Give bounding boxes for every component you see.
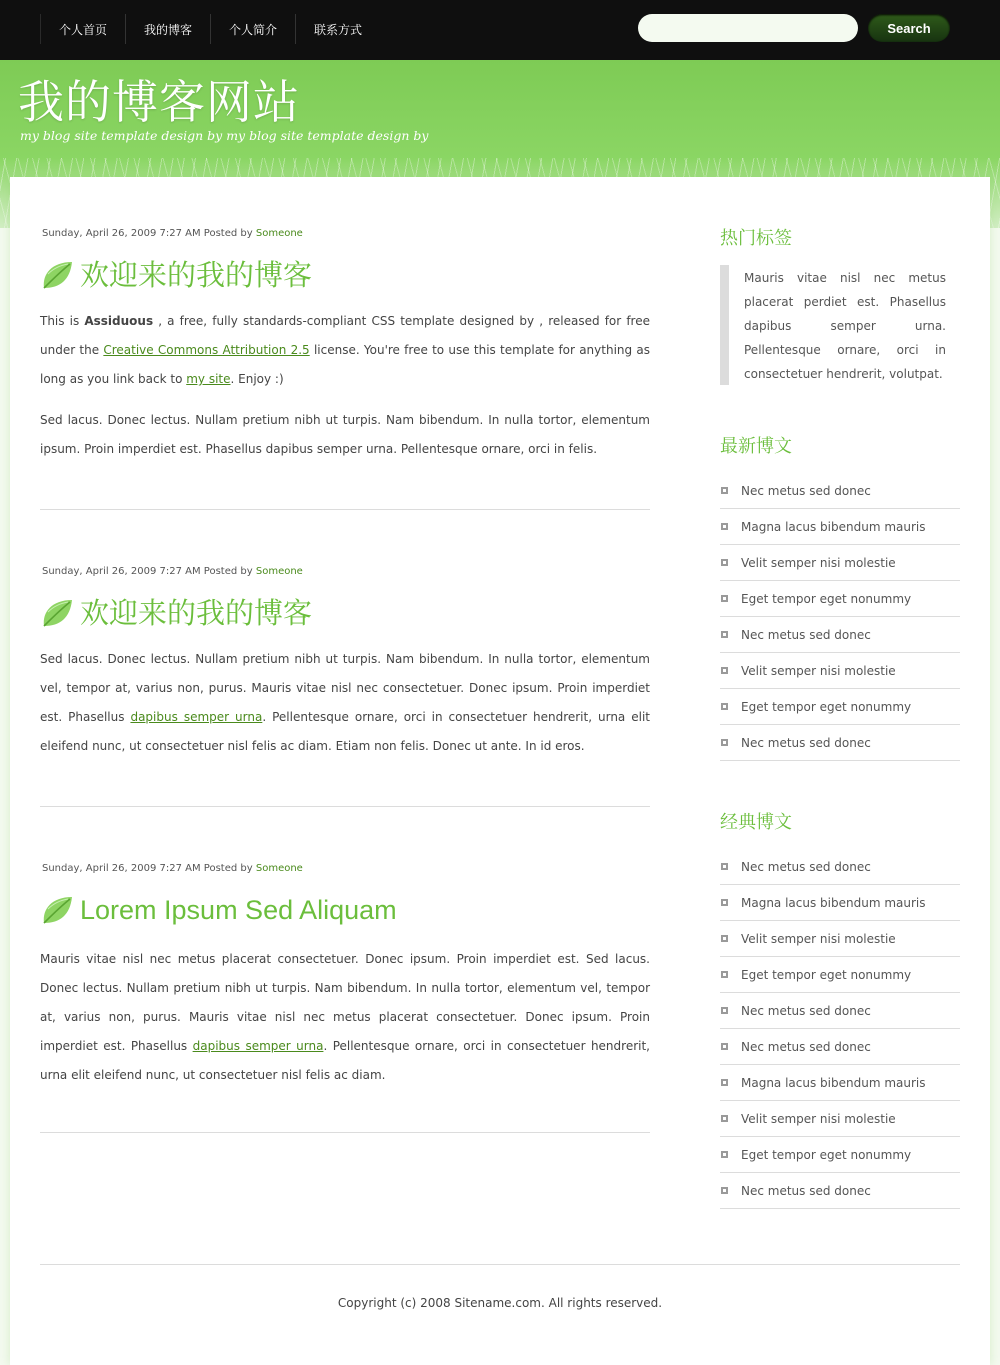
sidebar-list-item[interactable] bbox=[720, 957, 960, 993]
sidebar-list-item-label: Nec metus sed donec bbox=[741, 1183, 871, 1198]
classic-posts-list bbox=[720, 849, 960, 1209]
post-title-text: Lorem Ipsum Sed Aliquam bbox=[80, 895, 397, 925]
sidebar-list-item[interactable] bbox=[720, 849, 960, 885]
square-bullet-icon bbox=[721, 523, 728, 530]
dapibus-link[interactable]: dapibus semper urna bbox=[192, 1039, 324, 1053]
sidebar-list-item-label: Nec metus sed donec bbox=[741, 1003, 871, 1018]
sidebar-list-item-label: Magna lacus bibendum mauris bbox=[741, 1075, 926, 1090]
square-bullet-icon bbox=[721, 863, 728, 870]
sidebar-list-item-label: Velit semper nisi molestie bbox=[741, 1111, 896, 1126]
sidebar-list-item-label: Magna lacus bibendum mauris bbox=[741, 519, 926, 534]
sidebar-list-item[interactable] bbox=[720, 885, 960, 921]
sidebar-list-item[interactable] bbox=[720, 1065, 960, 1101]
square-bullet-icon bbox=[721, 1079, 728, 1086]
post-meta bbox=[42, 863, 650, 874]
classic-posts-title: 经典博文 bbox=[720, 812, 792, 833]
sidebar-list-item[interactable] bbox=[720, 1101, 960, 1137]
post-author-link[interactable]: Someone bbox=[255, 228, 303, 239]
blog-post bbox=[40, 863, 650, 1102]
post-date: Sunday, April 26, 2009 7:27 AM Posted by bbox=[42, 863, 253, 874]
leaf-icon bbox=[40, 596, 74, 630]
top-bar bbox=[0, 0, 1000, 60]
search-input[interactable] bbox=[638, 14, 858, 42]
blog-post bbox=[40, 228, 650, 476]
hot-tags-title: 热门标签 bbox=[720, 228, 792, 249]
sidebar-list-item-label: Velit semper nisi molestie bbox=[741, 931, 896, 946]
post-title[interactable] bbox=[40, 257, 650, 293]
text-run: This is bbox=[40, 314, 85, 328]
sidebar-list-item[interactable] bbox=[720, 689, 960, 725]
square-bullet-icon bbox=[721, 1151, 728, 1158]
square-bullet-icon bbox=[721, 739, 728, 746]
post-paragraph: Sed lacus. Donec lectus. Nullam pretium nibh ut turpis. Nam bibendum. In nulla tortor, elementum ipsum. Proin imperdiet est. Phasellus dapibus semper urna. Pellentesque ornare, orci in felis. bbox=[40, 413, 650, 456]
post-body bbox=[40, 307, 650, 464]
square-bullet-icon bbox=[721, 971, 728, 978]
latest-posts-title: 最新博文 bbox=[720, 436, 792, 457]
text-run: . Pellentesque ornare, orci in consectetuer hendrerit, urna elit eleifend nunc, ut consectetuer nisl felis ac diam. bbox=[40, 1039, 650, 1082]
square-bullet-icon bbox=[721, 899, 728, 906]
sidebar-list-item-label: Nec metus sed donec bbox=[741, 483, 871, 498]
post-paragraph bbox=[40, 307, 650, 394]
sidebar-list-item-label: Nec metus sed donec bbox=[741, 735, 871, 750]
text-run: Mauris vitae nisl nec metus placerat consectetuer. Donec ipsum. Proin imperdiet est. Sed lacus. Donec lectus. Nullam pretium nibh ut turpis. Nam bibendum. In nulla tortor, elementum vel, tempor at, varius non, purus. Mauris vitae nisl nec metus placerat consectetuer. Donec ipsum. Proin imperdiet est. Phasellus bbox=[40, 952, 650, 1053]
post-meta bbox=[42, 228, 650, 239]
sidebar-list-item-label: Eget tempor eget nonummy bbox=[741, 967, 912, 982]
my-site-link[interactable]: my site bbox=[186, 372, 231, 386]
sidebar-list-item-label: Velit semper nisi molestie bbox=[741, 555, 896, 570]
sidebar-list-item[interactable] bbox=[720, 509, 960, 545]
square-bullet-icon bbox=[721, 1007, 728, 1014]
post-paragraph bbox=[40, 945, 650, 1090]
copyright-text: Copyright (c) 2008 Sitename.com. All rights reserved. bbox=[337, 1296, 663, 1310]
sidebar-list-item-label: Eget tempor eget nonummy bbox=[741, 699, 912, 714]
sidebar-list-item[interactable] bbox=[720, 1029, 960, 1065]
nav-item-about[interactable]: 个人简介 bbox=[210, 14, 295, 44]
square-bullet-icon bbox=[721, 487, 728, 494]
square-bullet-icon bbox=[721, 631, 728, 638]
square-bullet-icon bbox=[721, 559, 728, 566]
text-run: Sed lacus. Donec lectus. Nullam pretium nibh ut turpis. Nam bibendum. In nulla tortor, elementum vel, tempor at, varius non, purus. Mauris vitae nisl nec consectetuer. Donec ipsum. Proin imperdiet est. Phasellus bbox=[40, 652, 650, 724]
post-title[interactable] bbox=[40, 595, 650, 631]
square-bullet-icon bbox=[721, 1115, 728, 1122]
post-meta bbox=[42, 566, 650, 577]
latest-posts-list bbox=[720, 473, 960, 761]
sidebar-list-item[interactable] bbox=[720, 725, 960, 761]
sidebar-list-item[interactable] bbox=[720, 921, 960, 957]
post-author-link[interactable]: Someone bbox=[255, 863, 303, 874]
site-title: 我的博客网站 bbox=[18, 75, 300, 129]
sidebar-list-item[interactable] bbox=[720, 1173, 960, 1209]
leaf-icon bbox=[40, 258, 74, 292]
search-button[interactable]: Search bbox=[868, 14, 950, 42]
main-nav bbox=[40, 14, 380, 44]
post-divider bbox=[40, 1132, 650, 1133]
post-title-text: 欢迎来的我的博客 bbox=[80, 596, 313, 630]
post-date: Sunday, April 26, 2009 7:27 AM Posted by bbox=[42, 566, 253, 577]
text-run: . Enjoy :) bbox=[230, 372, 284, 386]
post-title[interactable] bbox=[40, 892, 650, 928]
sidebar-list-item[interactable] bbox=[720, 617, 960, 653]
text-run: , a free, fully standards-compliant CSS template designed by , released for free under the bbox=[40, 314, 650, 357]
nav-item-blog[interactable]: 我的博客 bbox=[125, 14, 210, 44]
sidebar-list-item-label: Nec metus sed donec bbox=[741, 1039, 871, 1054]
sidebar-list-item-label: Magna lacus bibendum mauris bbox=[741, 895, 926, 910]
leaf-icon bbox=[40, 893, 74, 927]
sidebar-list-item[interactable] bbox=[720, 993, 960, 1029]
footer-divider bbox=[40, 1264, 960, 1265]
square-bullet-icon bbox=[721, 667, 728, 674]
square-bullet-icon bbox=[721, 1187, 728, 1194]
sidebar-list-item-label: Eget tempor eget nonummy bbox=[741, 591, 912, 606]
post-date: Sunday, April 26, 2009 7:27 AM Posted by bbox=[42, 228, 253, 239]
sidebar-list-item[interactable] bbox=[720, 581, 960, 617]
post-divider bbox=[40, 509, 650, 510]
nav-item-home[interactable]: 个人首页 bbox=[40, 14, 125, 44]
sidebar-list-item-label: Nec metus sed donec bbox=[741, 627, 871, 642]
sidebar-list-item-label: Velit semper nisi molestie bbox=[741, 663, 896, 678]
post-divider bbox=[40, 806, 650, 807]
text-run: license. You're free to use this template for anything as long as you link back to bbox=[40, 343, 650, 386]
template-name: Assiduous bbox=[84, 314, 154, 328]
site-subtitle: my blog site template design by my blog site template design by bbox=[20, 128, 429, 143]
square-bullet-icon bbox=[721, 595, 728, 602]
hot-tags-box: Mauris vitae nisl nec metus placerat perdiet est. Phasellus dapibus semper urna. Pellentesque ornare, orci in consectetuer hendrerit, volutpat. bbox=[720, 265, 946, 385]
creative-commons-link[interactable]: Creative Commons Attribution 2.5 bbox=[103, 343, 310, 357]
post-author-link[interactable]: Someone bbox=[255, 566, 303, 577]
dapibus-link[interactable]: dapibus semper urna bbox=[130, 710, 263, 724]
sidebar-list-item-label: Nec metus sed donec bbox=[741, 859, 871, 874]
sidebar-list-item[interactable] bbox=[720, 545, 960, 581]
blog-post bbox=[40, 566, 650, 773]
nav-item-contact[interactable]: 联系方式 bbox=[295, 14, 380, 44]
square-bullet-icon bbox=[721, 935, 728, 942]
square-bullet-icon bbox=[721, 703, 728, 710]
post-body bbox=[40, 645, 650, 761]
sidebar-list-item-label: Eget tempor eget nonummy bbox=[741, 1147, 912, 1162]
sidebar-list-item[interactable] bbox=[720, 653, 960, 689]
sidebar-list-item[interactable] bbox=[720, 473, 960, 509]
post-paragraph bbox=[40, 645, 650, 761]
post-body bbox=[40, 945, 650, 1090]
sidebar-list-item[interactable] bbox=[720, 1137, 960, 1173]
post-title-text: 欢迎来的我的博客 bbox=[80, 258, 313, 292]
square-bullet-icon bbox=[721, 1043, 728, 1050]
text-run: . Pellentesque ornare, orci in consectetuer hendrerit, urna elit eleifend nunc, ut consectetuer nisl felis ac diam. Etiam non felis. Donec ut ante. In id eros. bbox=[40, 710, 651, 753]
